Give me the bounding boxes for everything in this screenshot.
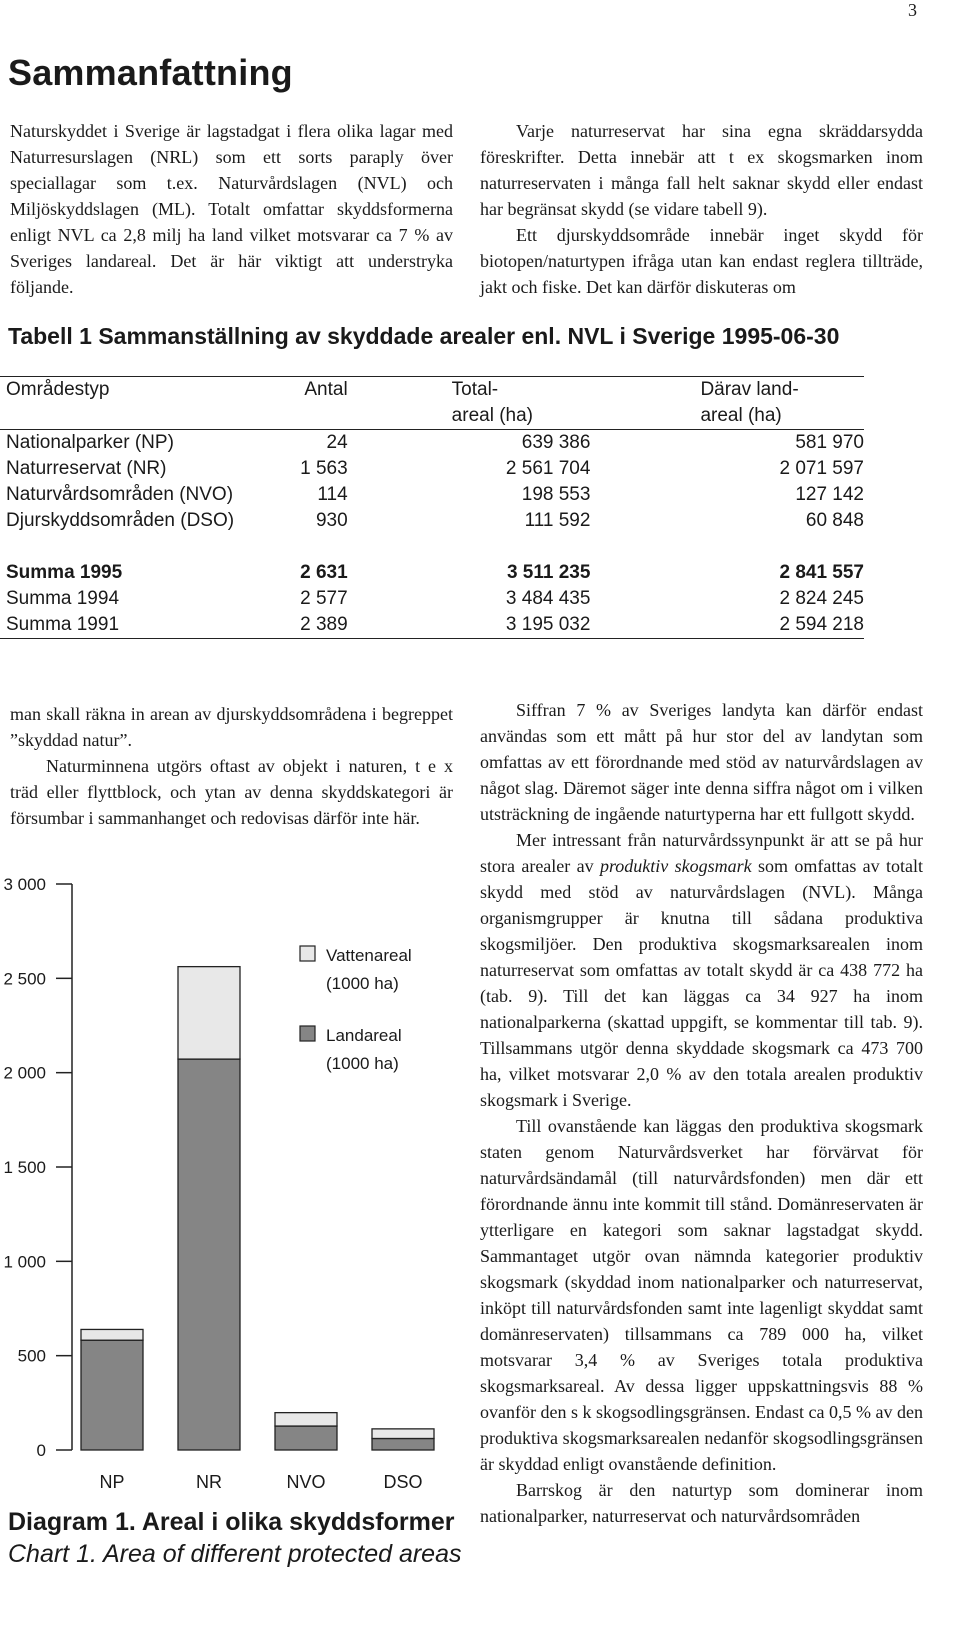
sum-type: Summa 1995 (6, 562, 123, 583)
row-total: 639 386 (348, 430, 591, 457)
lower-left-column (10, 701, 453, 831)
row-antal: 114 (317, 484, 348, 505)
chart-y-axis (3, 875, 72, 1460)
page-heading: Sammanfattning (8, 52, 293, 93)
sum-land: 2 594 218 (590, 612, 864, 639)
table-row (0, 482, 864, 508)
sum-antal: 2 631 (300, 562, 348, 583)
legend-swatch (300, 946, 315, 961)
y-tick-label: 500 (17, 1346, 46, 1366)
row-land: 60 848 (805, 510, 864, 531)
legend-label: (1000 ha) (326, 1054, 399, 1073)
sum-total: 3 511 235 (506, 562, 591, 583)
table-sum-row (0, 586, 864, 612)
bar-segment-nvo-land (275, 1426, 337, 1450)
intro-right-paragraph-1: Varje naturreservat har sina egna skräddarsydda föreskrifter. Detta innebär att t ex skogsmarken inom naturreservaten i många fall helt saknar skydd eller endast har begränsat skydd (se vidare tabell 9). (480, 121, 923, 219)
header-cell: Total- (348, 377, 591, 404)
header-cell: areal (ha) (700, 405, 782, 426)
row-land: 581 970 (590, 430, 864, 457)
sum-type: Summa 1994 (6, 588, 120, 609)
bar-segment-nr-water (178, 967, 240, 1059)
legend-label: (1000 ha) (326, 974, 399, 993)
row-antal: 930 (315, 510, 348, 531)
header-cell: areal (ha) (451, 405, 533, 426)
page-number: 3 (908, 0, 917, 20)
row-total: 198 553 (521, 484, 591, 505)
table-sum-row (0, 612, 864, 639)
x-tick-label: NR (196, 1472, 222, 1492)
legend-label: Landareal (326, 1026, 402, 1045)
row-land: 2 071 597 (779, 458, 864, 479)
table-title: Tabell 1 Sammanställning av skyddade arealer enl. NVL i Sverige 1995-06-30 (8, 323, 840, 349)
header-cell (0, 403, 267, 430)
lower-left-paragraph-2: Naturminnena utgörs oftast av objekt i naturen, t e x träd eller flyttblock, och ytan av denna skyddskategori är försumbar i sammanhanget och redovisas därför inte här. (10, 756, 453, 828)
chart-legend (300, 946, 412, 1073)
table-row (0, 456, 864, 482)
table-spacer-row (0, 534, 864, 560)
bar-segment-nr-land (178, 1059, 240, 1450)
row-type: Nationalparker (NP) (0, 430, 267, 457)
x-tick-label: NP (99, 1472, 125, 1492)
intro-right-column (480, 118, 923, 300)
legend-label: Vattenareal (326, 946, 412, 965)
bar-segment-np-land (81, 1340, 143, 1450)
sum-total: 3 195 032 (348, 612, 591, 639)
lower-right-paragraph-4: Barrskog är den naturtyp som dominerar inom nationalparker, naturreservat och naturvårdsområden (480, 1480, 923, 1526)
intro-left-column (10, 118, 453, 300)
y-tick-label: 2 500 (3, 969, 46, 989)
row-type: Naturvårdsområden (NVO) (6, 484, 234, 505)
protected-areas-table (0, 376, 864, 639)
lower-right-paragraph-3: Till ovanstående kan läggas den produktiva skogsmark staten genom Naturvårdsverket har förvärvat för naturvårdsändamål (till naturvårdsfonden) men där ett förordnande ännu inte kommit till stånd. Domänreservaten är ytterligare en kategori som saknar lagstadgat skydd. Sammantaget utgör ovan nämnda kategorier produktiv skogsmark (skyddad inom nationalparker och naturreservat, inköpt till naturvårdsfonden samt inte lagenligt skyddat samt domänreservaten) tillsammans ca 789 000 ha, vilket motsvarar 3,4 % av Sveriges totala produktiva skogsmarksareal. Av dessa ligger uppskattningsvis 88 % ovanför den s k skogsodlingsgränsen. Endast ca 0,5 % av den produktiva skogsmarksarealen nedanför skogsodlingsgränsen är skyddad enligt ovanstående definition. (480, 1116, 923, 1474)
bar-segment-np-water (81, 1329, 143, 1340)
chart-subtitle: Chart 1. Area of different protected areas (8, 1540, 462, 1568)
lower-right-paragraph-2 (480, 827, 923, 1113)
table-header-row-1 (0, 377, 864, 404)
chart-title: Diagram 1. Areal i olika skyddsformer (8, 1508, 455, 1536)
header-cell: Antal (267, 377, 347, 404)
bar-segment-dso-water (372, 1429, 434, 1439)
row-total: 111 592 (524, 510, 591, 531)
table-row (0, 508, 864, 534)
lower-right-paragraph-1: Siffran 7 % av Sveriges landyta kan därför endast användas som ett mått på hur stor del av landytan som omfattas av ett förordnande med stöd av naturvårdslagen av något slag. Däremot säger inte denna siffra något om i vilken utsträckning de ingående naturtyperna har ett fullgott skydd. (480, 700, 923, 824)
row-antal: 1 563 (300, 458, 348, 479)
header-cell: Områdestyp (0, 377, 267, 404)
area-bar-chart (0, 860, 470, 1510)
chart-x-labels (99, 1472, 422, 1492)
bar-segment-dso-land (372, 1438, 434, 1450)
sum-land: 2 824 245 (779, 588, 864, 609)
y-tick-label: 3 000 (3, 875, 46, 894)
table-sum-row (0, 560, 864, 586)
intro-left-paragraph: Naturskyddet i Sverige är lagstadgat i flera olika lagar med Naturresurslagen (NRL) som ett sorts paraply över speciallagar som t.ex. Naturvårdslagen (NVL) och Miljöskyddslagen (ML). Totalt omfattar skyddsformerna enligt NVL ca 2,8 milj ha land vilket motsvarar ca 7 % av Sveriges landareal. Det är här viktigt att understryka följande. (10, 121, 453, 297)
row-type: Naturreservat (NR) (6, 458, 167, 479)
lower-left-paragraph-1: man skall räkna in arean av djurskyddsområdena i begreppet ”skyddad natur”. (10, 704, 453, 750)
y-tick-label: 1 500 (3, 1158, 46, 1177)
row-antal: 24 (267, 430, 347, 457)
text-run: som omfattas av totalt skydd med stöd av naturvårdslagen (NVL). Många organismgrupper är knutna till sådana produktiva skogsmiljöer. Den produktiva skogsmarksarealen inom naturreservat som omfattas av totalt skydd är ca 438 772 ha (tab. 9). Till det kan läggas ca 34 927 ha inom nationalparkerna (skattad uppgift, se kommentar till tab. 9). Tillsammans utgör denna skyddade skogsmark ca 473 700 ha, vilket motsvarar 2,0 % av den totala arealen produktiv skogsmark i Sverige. (480, 856, 923, 1110)
header-cell (267, 403, 347, 430)
x-tick-label: NVO (286, 1472, 326, 1492)
row-type: Djurskyddsområden (DSO) (6, 510, 235, 531)
header-cell: Därav land- (590, 377, 864, 404)
text-run: Mer intressant från naturvårdssynpunkt är att se på hur stora arealer av (480, 830, 923, 876)
x-tick-label: DSO (383, 1472, 423, 1492)
sum-total: 3 484 435 (505, 588, 591, 609)
table-row (0, 430, 864, 457)
sum-antal: 2 577 (300, 588, 348, 609)
intro-right-paragraph-2: Ett djurskyddsområde innebär inget skydd för biotopen/naturtypen ifråga utan kan endast reglera tillträde, jakt och fiske. Det kan därför diskuteras om (480, 225, 923, 297)
sum-antal: 2 389 (267, 612, 347, 639)
row-total: 2 561 704 (505, 458, 591, 479)
legend-swatch (300, 1026, 315, 1041)
y-tick-label: 1 000 (3, 1252, 46, 1272)
bar-segment-nvo-water (275, 1413, 337, 1426)
sum-type: Summa 1991 (0, 612, 267, 639)
lower-right-column (480, 697, 923, 1529)
y-tick-label: 0 (36, 1441, 46, 1460)
sum-land: 2 841 557 (779, 562, 864, 583)
emphasis-text: produktiv skogsmark (599, 856, 752, 876)
y-tick-label: 2 000 (3, 1063, 46, 1083)
row-land: 127 142 (795, 484, 864, 505)
table-header-row-2 (0, 403, 864, 430)
